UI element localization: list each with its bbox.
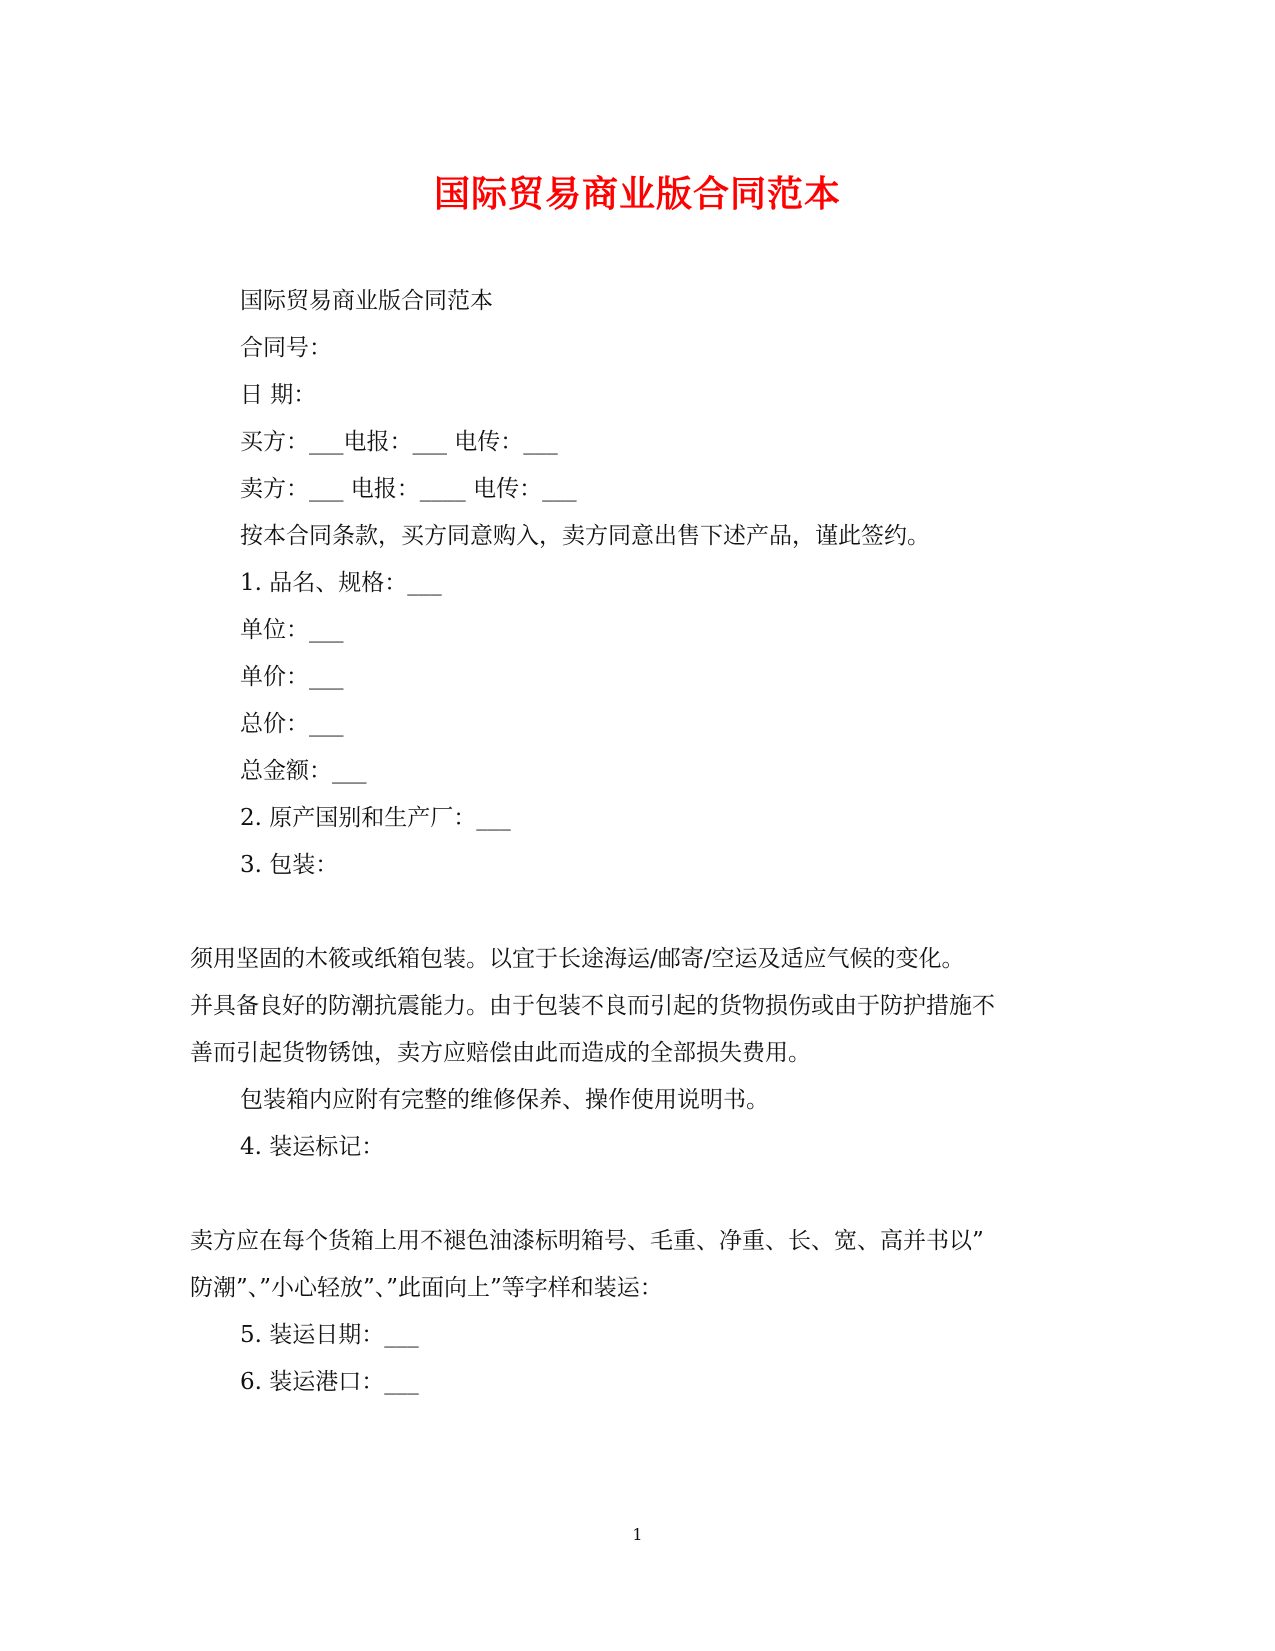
- contract-number-field: 合同号：: [240, 335, 332, 361]
- shipment-date-field: 5. 装运日期：___: [240, 1322, 419, 1348]
- total-amount-field: 总金额：___: [240, 758, 367, 784]
- packing-paragraph-line-2: 并具备良好的防潮抗震能力。由于包装不良而引起的货物损伤或由于防护措施不: [190, 993, 995, 1019]
- packing-heading: 3. 包装：: [240, 852, 339, 878]
- agreement-statement: 按本合同条款，买方同意购入，卖方同意出售下述产品，谨此签约。: [240, 523, 930, 549]
- loading-port-field: 6. 装运港口：___: [240, 1369, 419, 1395]
- document-title: 国际贸易商业版合同范本: [433, 173, 841, 215]
- buyer-field: 买方：___电报：___ 电传：___: [240, 429, 558, 455]
- packing-paragraph-line-1: 须用坚固的木筱或纸箱包装。以宜于长途海运/邮寄/空运及适应气候的变化。: [190, 946, 965, 972]
- contract-heading: 国际贸易商业版合同范本: [240, 288, 493, 314]
- shipping-mark-heading: 4. 装运标记：: [240, 1134, 385, 1160]
- unit-price-field: 单价：___: [240, 664, 344, 690]
- shipping-mark-paragraph-line-1: 卖方应在每个货箱上用不褪色油漆标明箱号、毛重、净重、长、宽、高并书以”: [190, 1228, 984, 1254]
- packing-paragraph-line-3: 善而引起货物锈蚀，卖方应赔偿由此而造成的全部损失费用。: [190, 1040, 811, 1066]
- seller-field: 卖方：___ 电报：____ 电传：___: [240, 476, 577, 502]
- origin-manufacturer-field: 2. 原产国别和生产厂：___: [240, 805, 511, 831]
- packing-manual-note: 包装箱内应附有完整的维修保养、操作使用说明书。: [240, 1087, 769, 1113]
- product-spec-field: 1. 品名、规格：___: [240, 570, 442, 596]
- shipping-mark-paragraph-line-2: 防潮”、”小心轻放”、”此面向上”等字样和装运：: [190, 1275, 663, 1301]
- total-price-field: 总价：___: [240, 711, 344, 737]
- date-field: 日 期：: [240, 382, 317, 408]
- page-number: 1: [632, 1525, 643, 1544]
- unit-field: 单位：___: [240, 617, 344, 643]
